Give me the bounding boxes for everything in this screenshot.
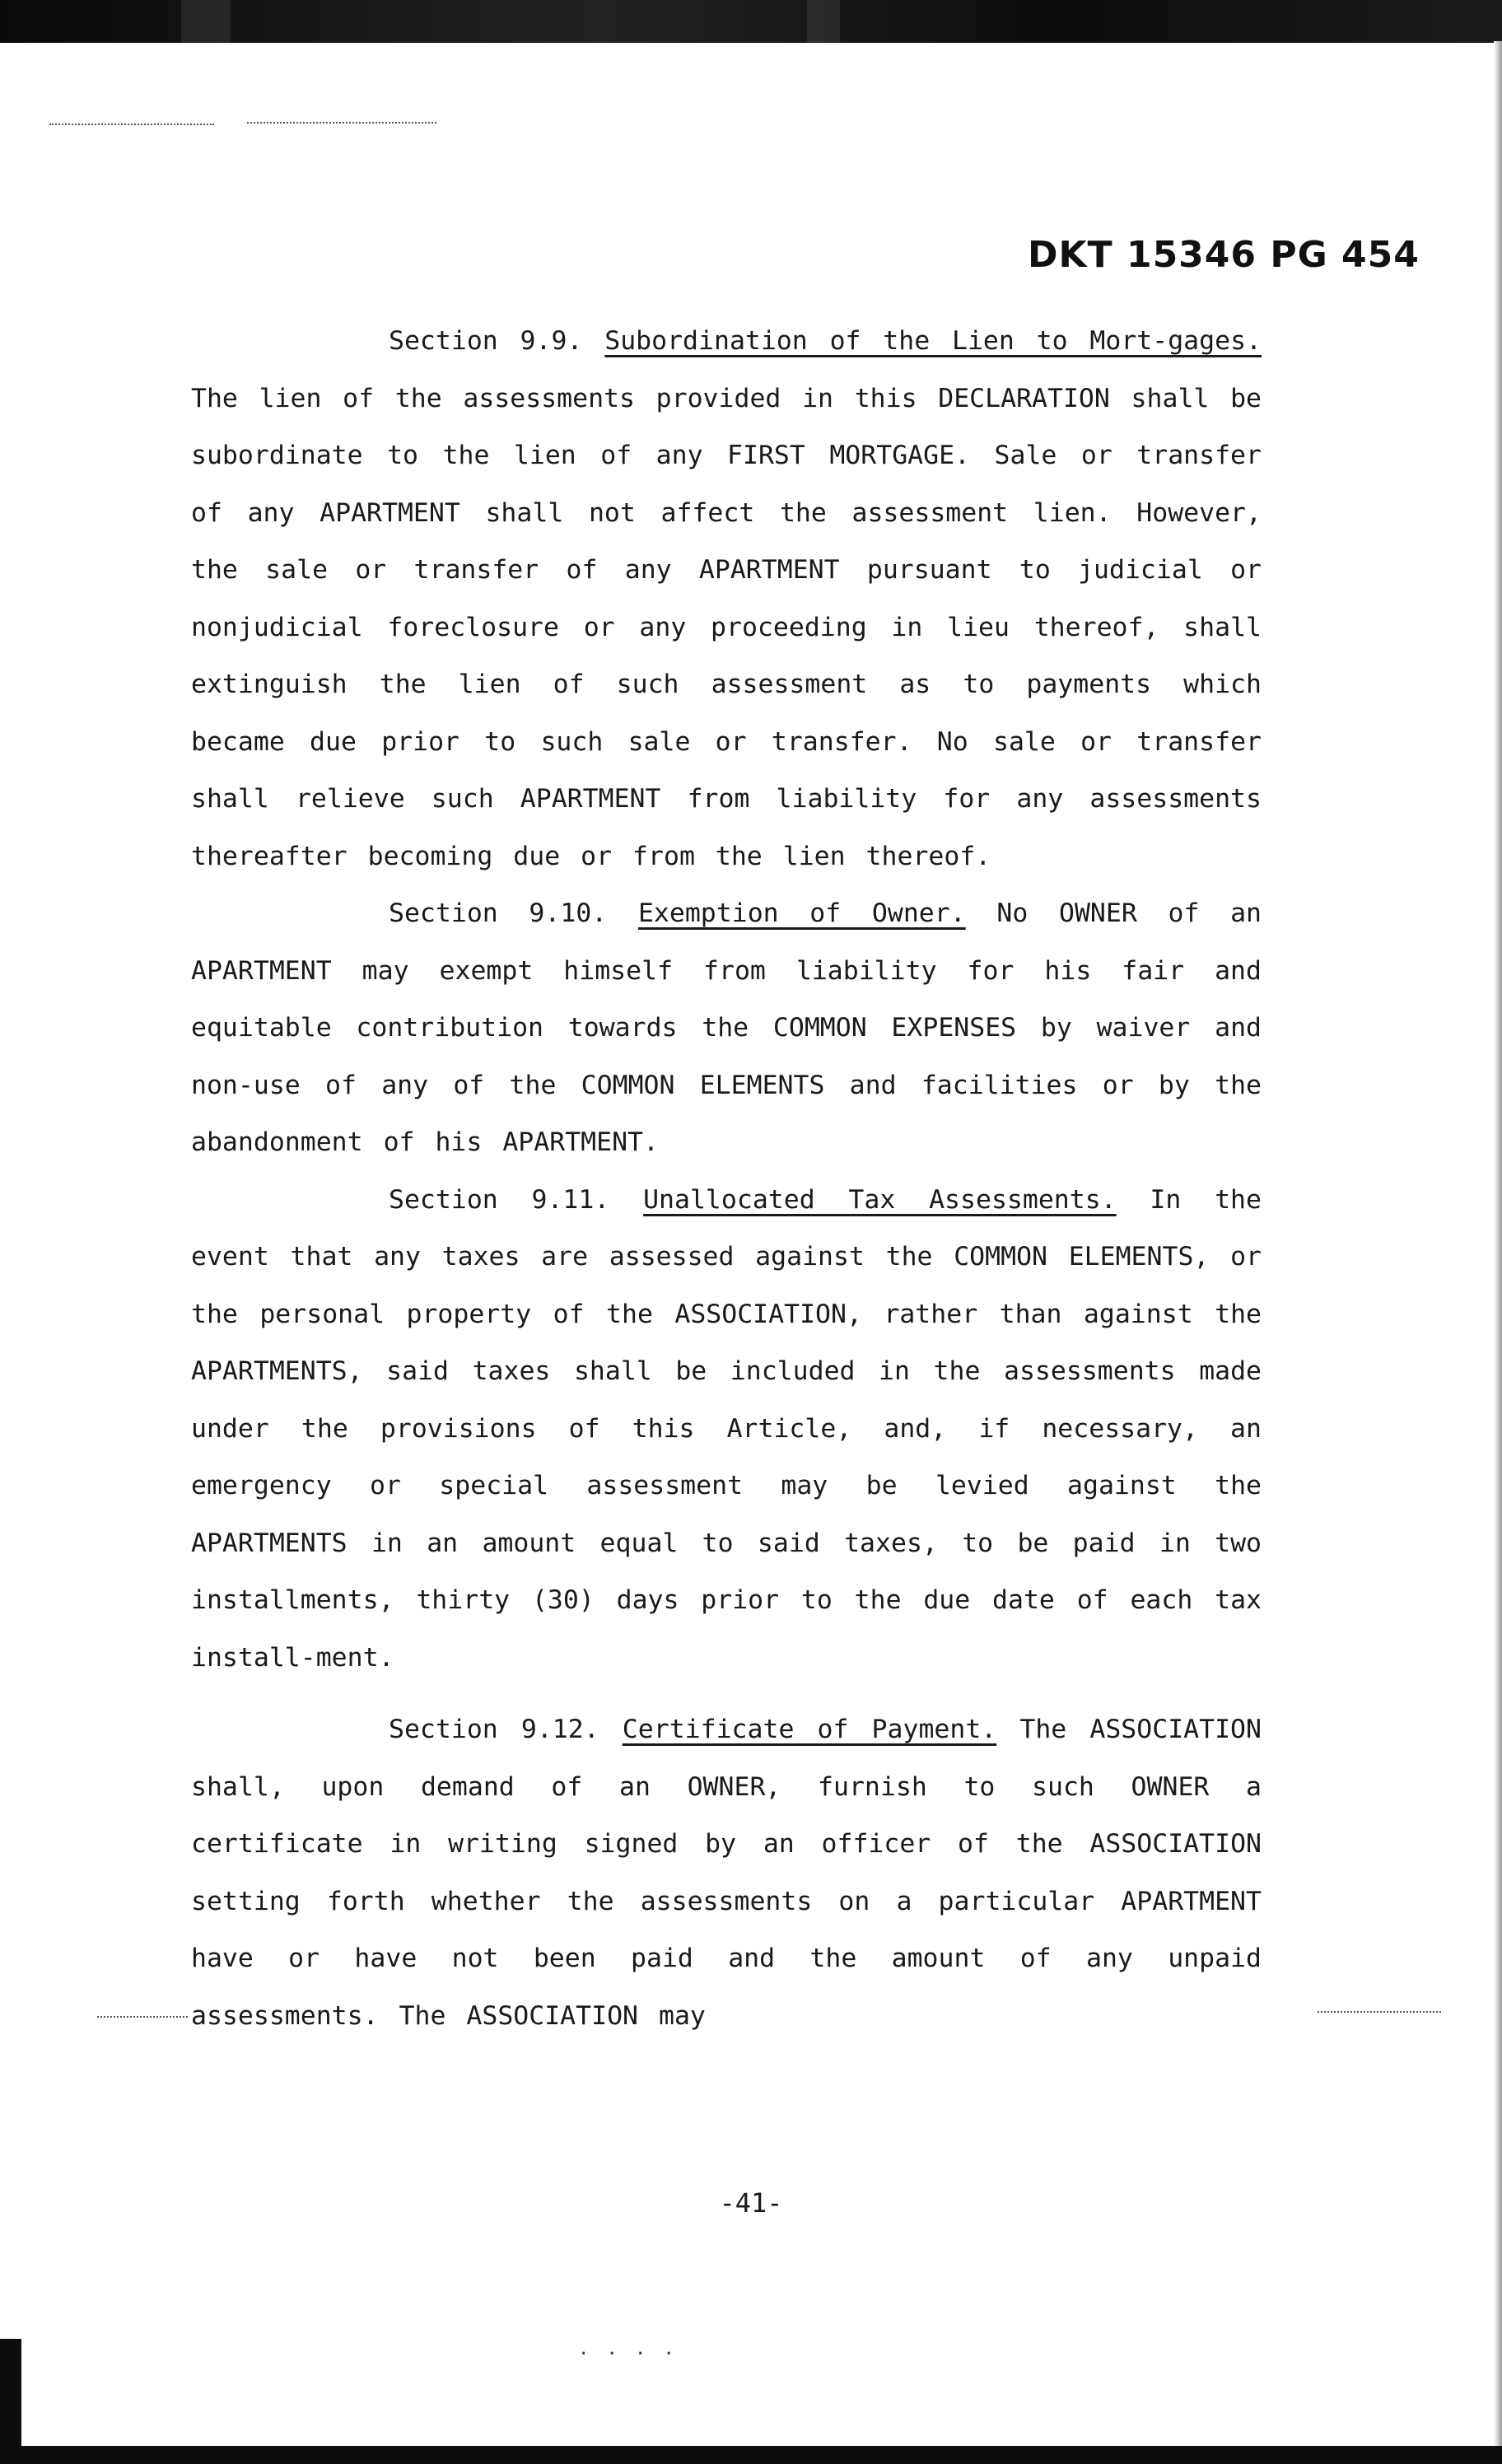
document-body: [191, 313, 1262, 2045]
scan-noise-mark: [49, 124, 214, 125]
section-label: Section 9.9.: [389, 326, 583, 356]
scan-noise-mark: [1318, 2011, 1441, 2013]
scan-noise-mark: [247, 122, 436, 124]
docket-stamp: DKT 15346 PG 454: [1028, 234, 1420, 276]
section-9-11: [191, 1172, 1262, 1687]
section-body: No OWNER of an APARTMENT may exempt himself from liability for his fair and equitable contribution towards the COMMON EXPENSES by waiver and non-use of any of the COMMON ELEMENTS and facilities or by the abandonment of his APARTMENT.: [191, 898, 1262, 1157]
section-body: The lien of the assessments provided in this DECLARATION shall be subordinate to the lien of any FIRST MORTGAGE. Sale or transfer of any APARTMENT shall not affect the assessment lien. However, the sale or transfer of any APARTMENT pursuant to judicial or nonjudicial foreclosure or any proceeding in lieu thereof, shall extinguish the lien of such assessment as to payments which became due prior to such sale or transfer. No sale or transfer shall relieve such APARTMENT from liability for any assessments thereafter becoming due or from the lien thereof.: [191, 383, 1262, 871]
section-label: Section 9.10.: [389, 898, 608, 928]
section-body: In the event that any taxes are assessed against the COMMON ELEMENTS, or the personal property of the ASSOCIATION, rather than against the APARTMENTS, said taxes shall be included in the assessments made under the provisions of this Article, and, if necessary, an emergency or special assessment may be levied against the APARTMENTS in an amount equal to said taxes, to be paid in two installments, thirty (30) days prior to the due date of each tax install-ment.: [191, 1184, 1262, 1673]
section-9-10: [191, 885, 1262, 1172]
page-number: -41-: [719, 2187, 783, 2219]
section-heading: Subordination of the Lien to Mort-gages.: [604, 326, 1262, 356]
section-heading: Exemption of Owner.: [637, 898, 966, 928]
scan-noise-dots: · · · ·: [578, 2344, 678, 2364]
scan-speck: [181, 0, 231, 43]
scan-right-shadow: [1494, 41, 1502, 2446]
section-9-9: [191, 313, 1262, 885]
section-body: The ASSOCIATION shall, upon demand of an OWNER, furnish to such OWNER a certificate in writing signed by an officer of the ASSOCIATION setting forth whether the assessments on a particular APARTMENT have or have not been paid and the amount of any unpaid assessments. The ASSOCIATION may: [191, 1715, 1262, 2031]
scan-speck: [807, 0, 840, 43]
scan-dark-bottom-border: [0, 2446, 1502, 2464]
section-label: Section 9.11.: [389, 1184, 610, 1215]
scan-noise-mark: [97, 2016, 188, 2018]
section-label: Section 9.12.: [389, 1715, 599, 1744]
section-heading: Certificate of Payment.: [622, 1715, 997, 1744]
section-9-12: [191, 1701, 1262, 2045]
section-heading: Unallocated Tax Assessments.: [643, 1184, 1117, 1215]
